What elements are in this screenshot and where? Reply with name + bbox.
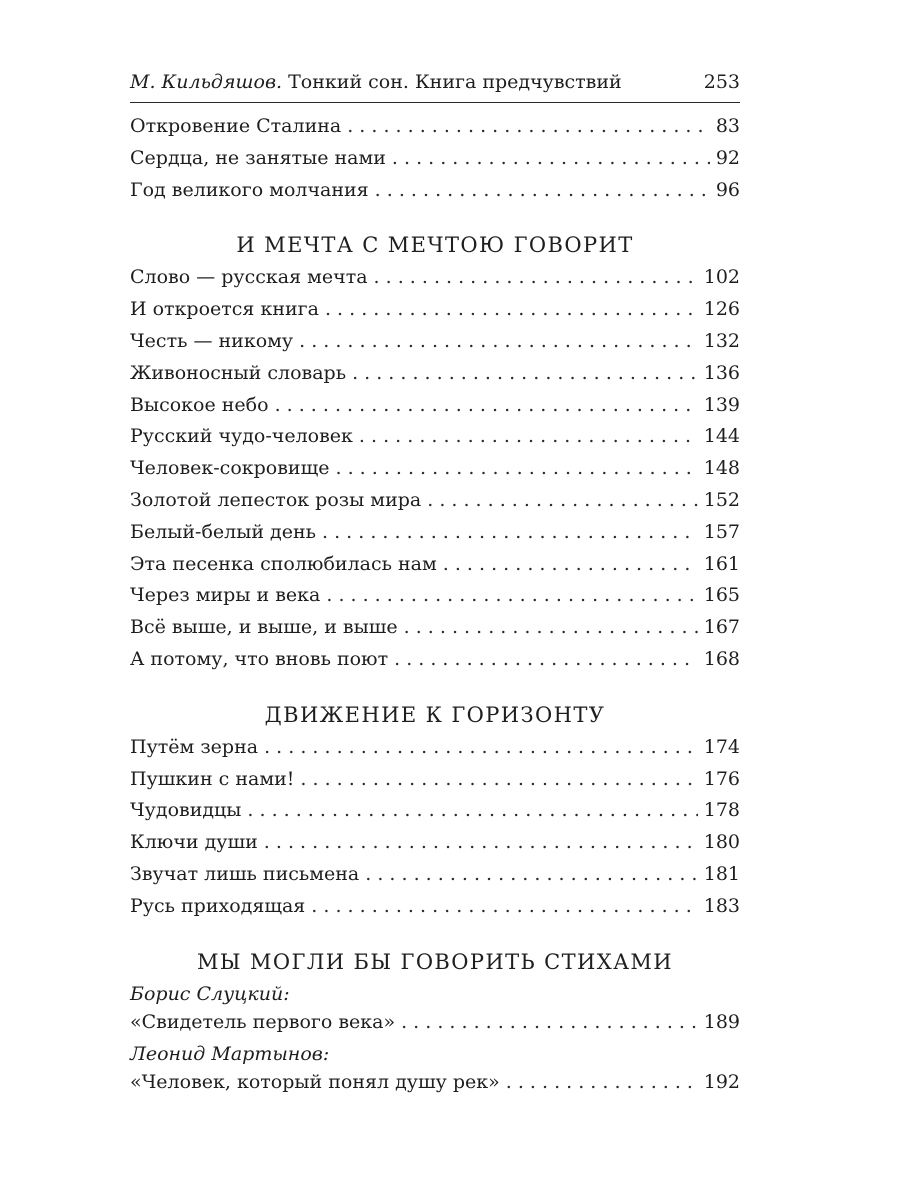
dot-leader: [375, 175, 710, 207]
toc-entry-page: 180: [703, 831, 740, 854]
toc-entry-page: 167: [703, 616, 740, 639]
toc-page: [130, 70, 740, 1097]
toc-entry-title: «Свидетель первого века»: [130, 1010, 396, 1033]
toc-entry-title: Высокое небо: [130, 393, 269, 416]
dot-leader: [347, 111, 710, 143]
toc-entry-title: Честь — никому: [130, 329, 294, 352]
toc-entry-page: 139: [703, 393, 740, 416]
dot-leader: [443, 549, 698, 581]
dot-leader: [506, 1067, 698, 1097]
toc-entry: [130, 453, 740, 485]
toc-entry: [130, 612, 740, 644]
toc-entry-title: Человек-сокровище: [130, 457, 330, 480]
toc-entry: [130, 1067, 740, 1097]
dot-leader: [404, 612, 698, 644]
toc-entry-page: 96: [715, 178, 740, 201]
toc-entry-title: Золотой лепесток розы мира: [130, 488, 422, 511]
toc-entry-title: Через миры и века: [130, 584, 321, 607]
toc-entry-title: Слово — русская мечта: [130, 266, 368, 289]
dot-leader: [300, 764, 697, 796]
toc-entry-author: Борис Слуцкий:: [130, 982, 290, 1005]
dot-leader: [392, 143, 710, 175]
toc-entry-page: 136: [703, 361, 740, 384]
section-heading: И МЕЧТА С МЕЧТОЮ ГОВОРИТ: [236, 233, 634, 258]
toc-entry: [130, 517, 740, 549]
toc-entry-title: Русь приходящая: [130, 894, 306, 917]
header-author: М. Кильдяшов.: [130, 71, 283, 93]
dot-leader: [264, 732, 698, 764]
toc-entry-page: 189: [703, 1010, 740, 1033]
toc-entry-title: Чудовидцы: [130, 799, 242, 822]
section-entries: [130, 262, 740, 675]
toc-entry-title: Откровение Сталина: [130, 115, 342, 137]
toc-entry: [130, 143, 740, 175]
toc-entry: [130, 326, 740, 358]
toc-entry-page: 178: [703, 799, 740, 822]
dot-leader: [352, 358, 698, 390]
toc-entry: [130, 891, 740, 923]
toc-entry-title: «Человек, который понял душу рек»: [130, 1070, 500, 1093]
toc-entry-page: 144: [703, 425, 740, 448]
toc-entry: [130, 485, 740, 517]
toc-entry: [130, 549, 740, 581]
section-heading: МЫ МОГЛИ БЫ ГОВОРИТЬ СТИХАМИ: [196, 949, 674, 974]
toc-entry-page: 161: [703, 552, 740, 575]
section-heading: ДВИЖЕНИЕ К ГОРИЗОНТУ: [264, 702, 606, 727]
toc-entry-title: И откроется книга: [130, 298, 319, 321]
dot-leader: [264, 827, 698, 859]
toc-entry: [130, 390, 740, 422]
toc-top-entries: [130, 111, 740, 206]
dot-leader: [299, 326, 698, 358]
toc-entry-title: Сердца, не занятые нами: [130, 146, 386, 169]
section-entries: [130, 981, 740, 1097]
toc-entry: [130, 580, 740, 612]
toc-entry: [130, 421, 740, 453]
toc-entry: [130, 859, 740, 891]
toc-entry: [130, 358, 740, 390]
running-header: [130, 70, 740, 103]
toc-entry-author: Леонид Мартынов:: [130, 1042, 330, 1065]
toc-entry-title: Путём зерна: [130, 735, 259, 758]
toc-entry-page: 165: [703, 584, 740, 607]
toc-entry: [130, 732, 740, 764]
toc-entry-title: Год великого молчания: [130, 178, 369, 201]
toc-entry-page: 183: [703, 894, 740, 917]
dot-leader: [394, 644, 698, 676]
dot-leader: [336, 453, 698, 485]
toc-entry: [130, 1007, 740, 1037]
toc-entry-title: Ключи души: [130, 831, 258, 854]
dot-leader: [427, 485, 698, 517]
toc-entry-page: 174: [703, 735, 740, 758]
dot-leader: [247, 795, 697, 827]
dot-leader: [275, 390, 698, 422]
header-book-title: Тонкий сон. Книга предчувствий: [288, 71, 622, 93]
toc-entry: [130, 294, 740, 326]
toc-entry-page: 83: [715, 115, 740, 137]
toc-entry-page: 126: [703, 298, 740, 321]
header-page-number: 253: [703, 71, 740, 93]
toc-entry: [130, 644, 740, 676]
toc-entry-title: Эта песенка сполюбилась нам: [130, 552, 437, 575]
toc-entry: [130, 175, 740, 207]
toc-entry: [130, 764, 740, 796]
toc-entry-page: 157: [703, 520, 740, 543]
dot-leader: [311, 891, 697, 923]
toc-entry-page: 148: [703, 457, 740, 480]
dot-leader: [365, 859, 697, 891]
toc-entry-page: 181: [703, 862, 740, 885]
toc-entry-title: Всё выше, и выше, и выше: [130, 616, 398, 639]
toc-entry-title: Русский чудо-человек: [130, 425, 353, 448]
toc-entry: [130, 795, 740, 827]
toc-entry-title: Живоносный словарь: [130, 361, 347, 384]
dot-leader: [374, 262, 698, 294]
header-title-line: [130, 70, 622, 94]
toc-entry-page: 168: [703, 647, 740, 670]
section-entries: [130, 732, 740, 923]
toc-entry-title: А потому, что вновь поют: [130, 647, 389, 670]
toc-entry: [130, 111, 740, 143]
toc-entry-page: 192: [703, 1070, 740, 1093]
toc-entry-page: 132: [703, 329, 740, 352]
toc-entry: [130, 262, 740, 294]
dot-leader: [326, 580, 697, 612]
dot-leader: [359, 421, 698, 453]
toc-entry-title: Пушкин с нами!: [130, 767, 295, 790]
dot-leader: [322, 517, 698, 549]
toc-entry-page: 92: [715, 146, 740, 169]
toc-entry-title: Белый-белый день: [130, 520, 317, 543]
toc-entry: [130, 827, 740, 859]
dot-leader: [325, 294, 698, 326]
toc-entry-page: 102: [703, 266, 740, 289]
toc-entry-page: 176: [703, 767, 740, 790]
toc-entry-title: Звучат лишь письмена: [130, 862, 360, 885]
dot-leader: [401, 1007, 698, 1037]
toc-entry-page: 152: [703, 488, 740, 511]
